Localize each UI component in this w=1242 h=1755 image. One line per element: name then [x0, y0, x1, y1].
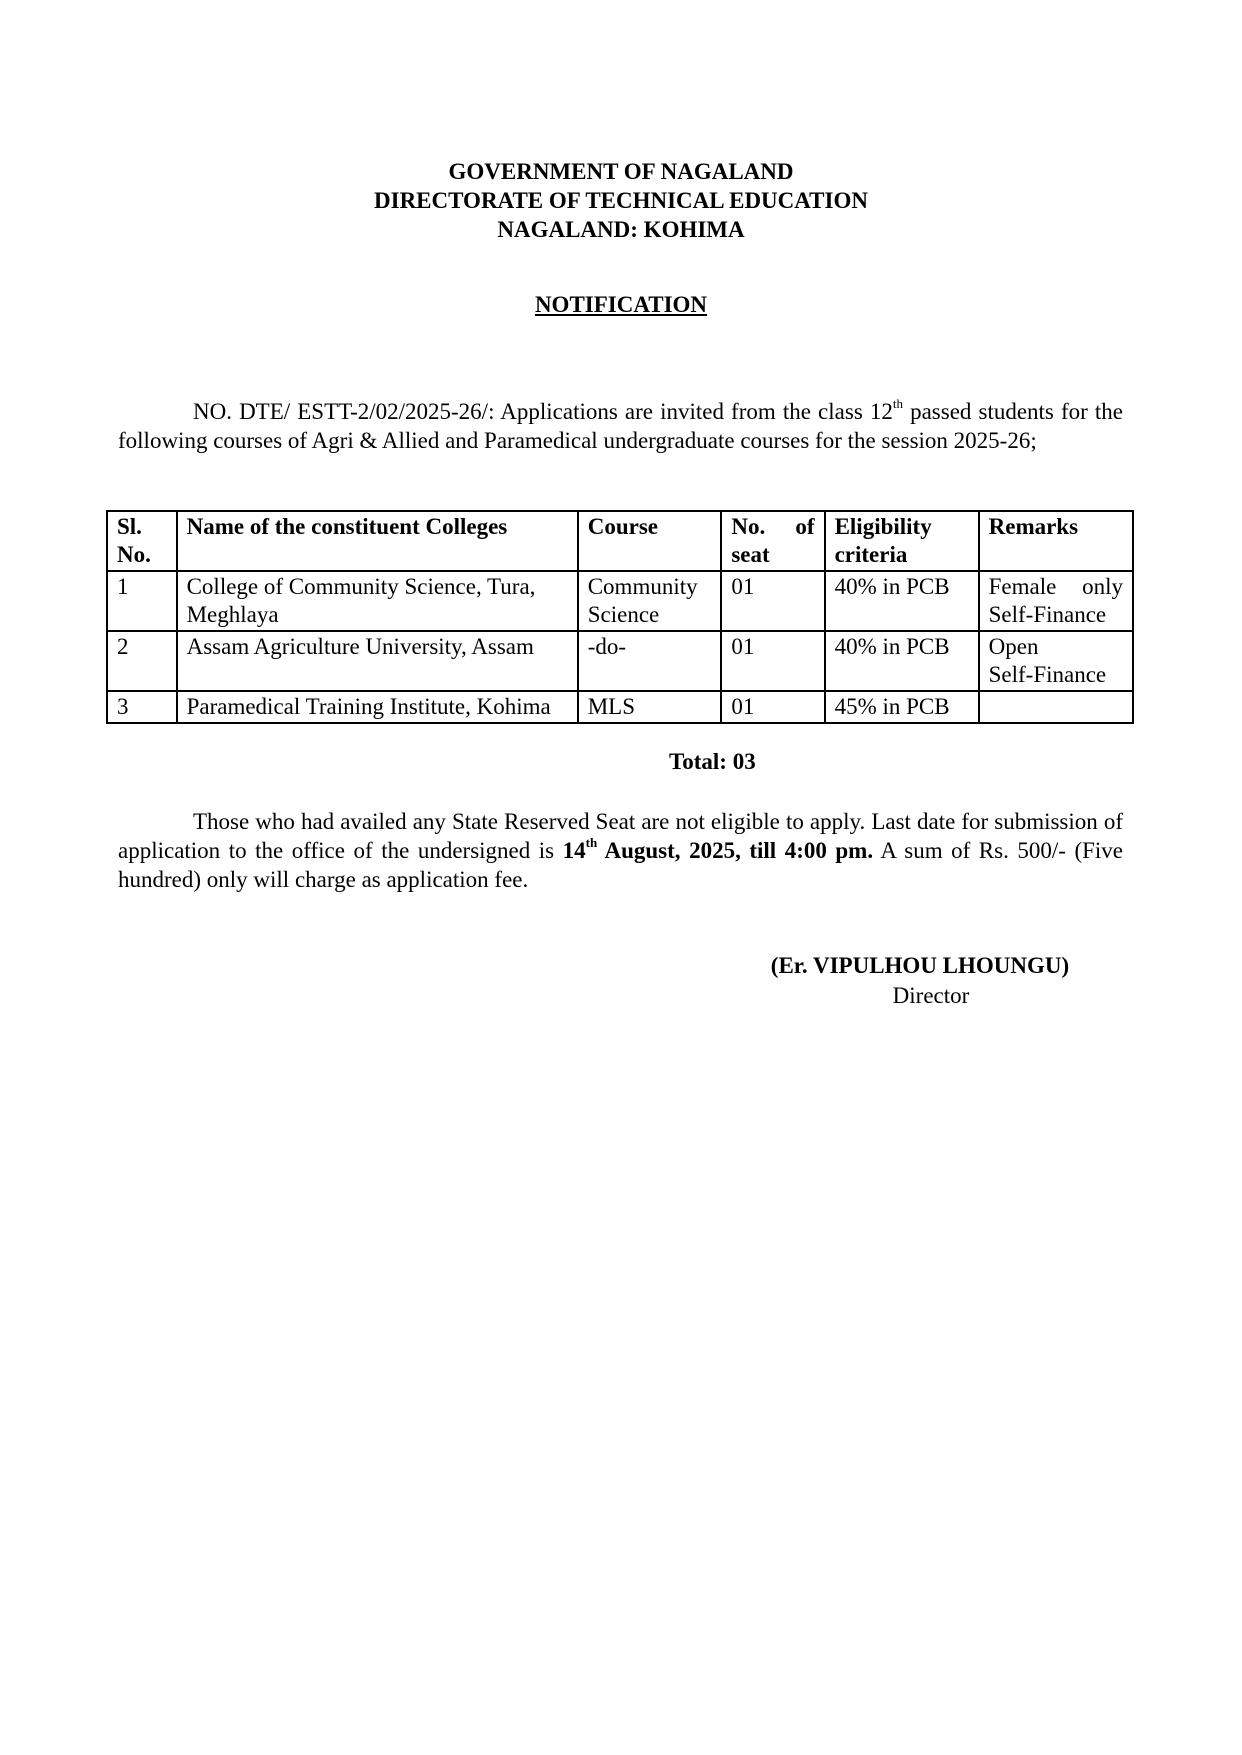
header-no-of-seat — [721, 511, 824, 571]
cell-eligibility: 45% in PCB — [825, 691, 979, 723]
deadline-day: 14 — [562, 838, 586, 863]
remarks-line2: Self-Finance — [988, 602, 1107, 627]
cell-sl: 2 — [107, 631, 177, 691]
intro-text-2: passed students for the following courses of Agri & Allied and Paramedical undergraduate courses for the session 2025-26; — [118, 399, 1123, 453]
seat-total: Total: 03 — [669, 749, 756, 774]
header-seat-of: of — [795, 514, 815, 539]
cell-sl: 3 — [107, 691, 177, 723]
header-course: Course — [578, 511, 722, 571]
header-seat-line1 — [731, 513, 814, 541]
deadline-date: August, 2025, till 4:00 pm. — [597, 838, 874, 863]
table-row — [107, 691, 1133, 723]
cell-seats: 01 — [721, 571, 824, 631]
intro-text-1: NO. DTE/ ESTT-2/02/2025-26/: Applications are invited from the class 12 — [193, 399, 893, 424]
remarks-line2: Self-Finance — [988, 662, 1107, 687]
cell-seats: 01 — [721, 691, 824, 723]
deadline-sup-text: th — [585, 835, 598, 851]
deadline-superscript — [586, 835, 598, 850]
header-location: NAGALAND: KOHIMA — [497, 217, 745, 242]
remarks-line1 — [989, 573, 1123, 601]
header-seat-no: No. — [731, 514, 766, 539]
cell-remarks — [979, 631, 1133, 691]
closing-text-2: A sum of Rs. 500/- (Five hundred) only will charge as application fee. — [118, 838, 1124, 892]
remarks-word-a: Female — [988, 574, 1057, 599]
signatory-name: (Er. VIPULHOU LHOUNGU) — [770, 953, 1070, 978]
cell-remarks — [979, 571, 1133, 631]
cell-remarks — [979, 691, 1133, 723]
intro-paragraph — [118, 397, 1123, 455]
remarks-line1: Open — [988, 634, 1039, 659]
cell-course: Community Science — [578, 571, 722, 631]
intro-superscript: th — [892, 396, 903, 412]
cell-eligibility: 40% in PCB — [825, 571, 979, 631]
cell-seats: 01 — [721, 631, 824, 691]
header-government: GOVERNMENT OF NAGALAND — [448, 159, 794, 184]
cell-college: Assam Agriculture University, Assam — [177, 631, 578, 691]
notification-title: NOTIFICATION — [534, 292, 708, 317]
table-row — [107, 571, 1133, 631]
cell-eligibility: 40% in PCB — [825, 631, 979, 691]
header-seat-word: seat — [731, 542, 770, 567]
cell-college: College of Community Science, Tura, Meghlaya — [177, 571, 578, 631]
cell-course: MLS — [578, 691, 722, 723]
header-directorate: DIRECTORATE OF TECHNICAL EDUCATION — [374, 188, 868, 213]
cell-sl: 1 — [107, 571, 177, 631]
signatory-designation: Director — [892, 983, 970, 1008]
closing-text-1: Those who had availed any State Reserved Seat are not eligible to apply. Last date for submission of application to the office of the undersigned is — [118, 809, 1123, 863]
table-row — [107, 631, 1133, 691]
header-college: Name of the constituent Colleges — [177, 511, 578, 571]
signature-block — [758, 951, 1082, 1011]
letterhead — [0, 157, 1242, 244]
closing-paragraph — [118, 807, 1123, 894]
cell-college: Paramedical Training Institute, Kohima — [177, 691, 578, 723]
cell-course: -do- — [578, 631, 722, 691]
header-eligibility: Eligibility criteria — [825, 511, 979, 571]
header-remarks: Remarks — [979, 511, 1133, 571]
header-sl-no: Sl. No. — [107, 511, 177, 571]
remarks-word-b: only — [1082, 574, 1123, 599]
seat-table — [106, 510, 1134, 724]
table-header-row — [107, 511, 1133, 571]
